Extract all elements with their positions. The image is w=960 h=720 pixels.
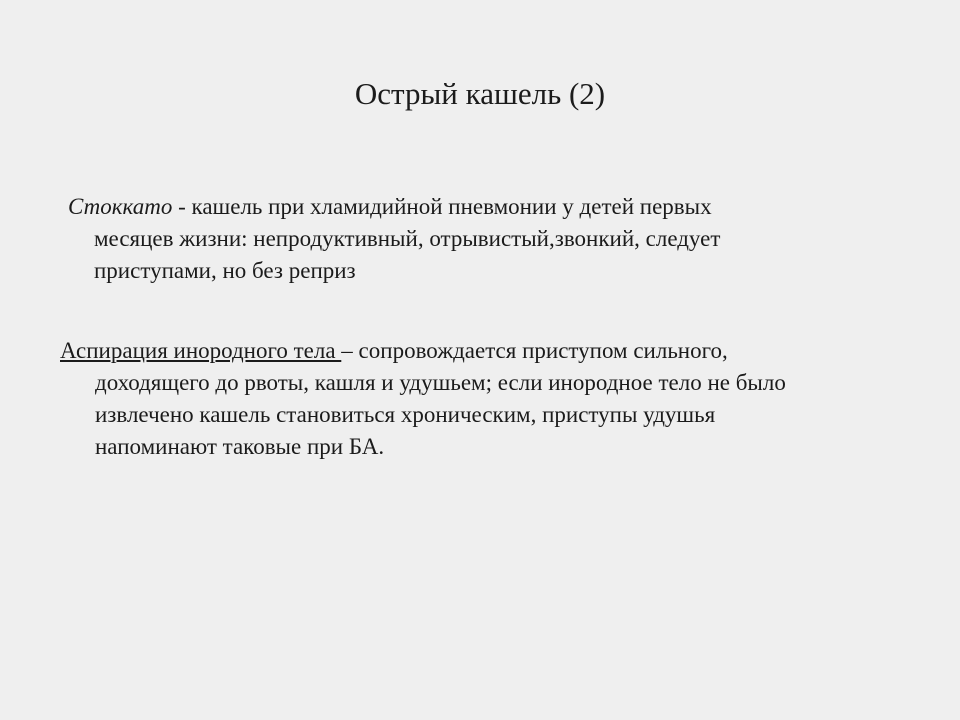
staccato-line-3: приступами, но без реприз — [94, 258, 356, 283]
aspiration-paragraph — [60, 335, 910, 463]
aspiration-text-1: – сопровождается приступом сильного, — [341, 338, 728, 363]
aspiration-term: Аспирация инородного тела — [60, 338, 342, 363]
staccato-paragraph — [68, 191, 908, 287]
staccato-line-1 — [68, 191, 908, 223]
aspiration-line-2: доходящего до рвоты, кашля и удушьем; если инородное тело не было — [95, 370, 786, 395]
aspiration-line-4: напоминают таковые при БА. — [95, 434, 385, 459]
staccato-line-2: месяцев жизни: непродуктивный, отрывистый,звонкий, следует — [94, 226, 721, 251]
slide-title: Острый кашель (2) — [354, 76, 606, 111]
staccato-text-1: - кашель при хламидийной пневмонии у детей первых — [172, 194, 712, 219]
aspiration-line-1 — [60, 335, 910, 367]
staccato-term: Стоккато — [68, 194, 173, 219]
aspiration-line-3: извлечено кашель становиться хроническим, приступы удушья — [95, 402, 716, 427]
